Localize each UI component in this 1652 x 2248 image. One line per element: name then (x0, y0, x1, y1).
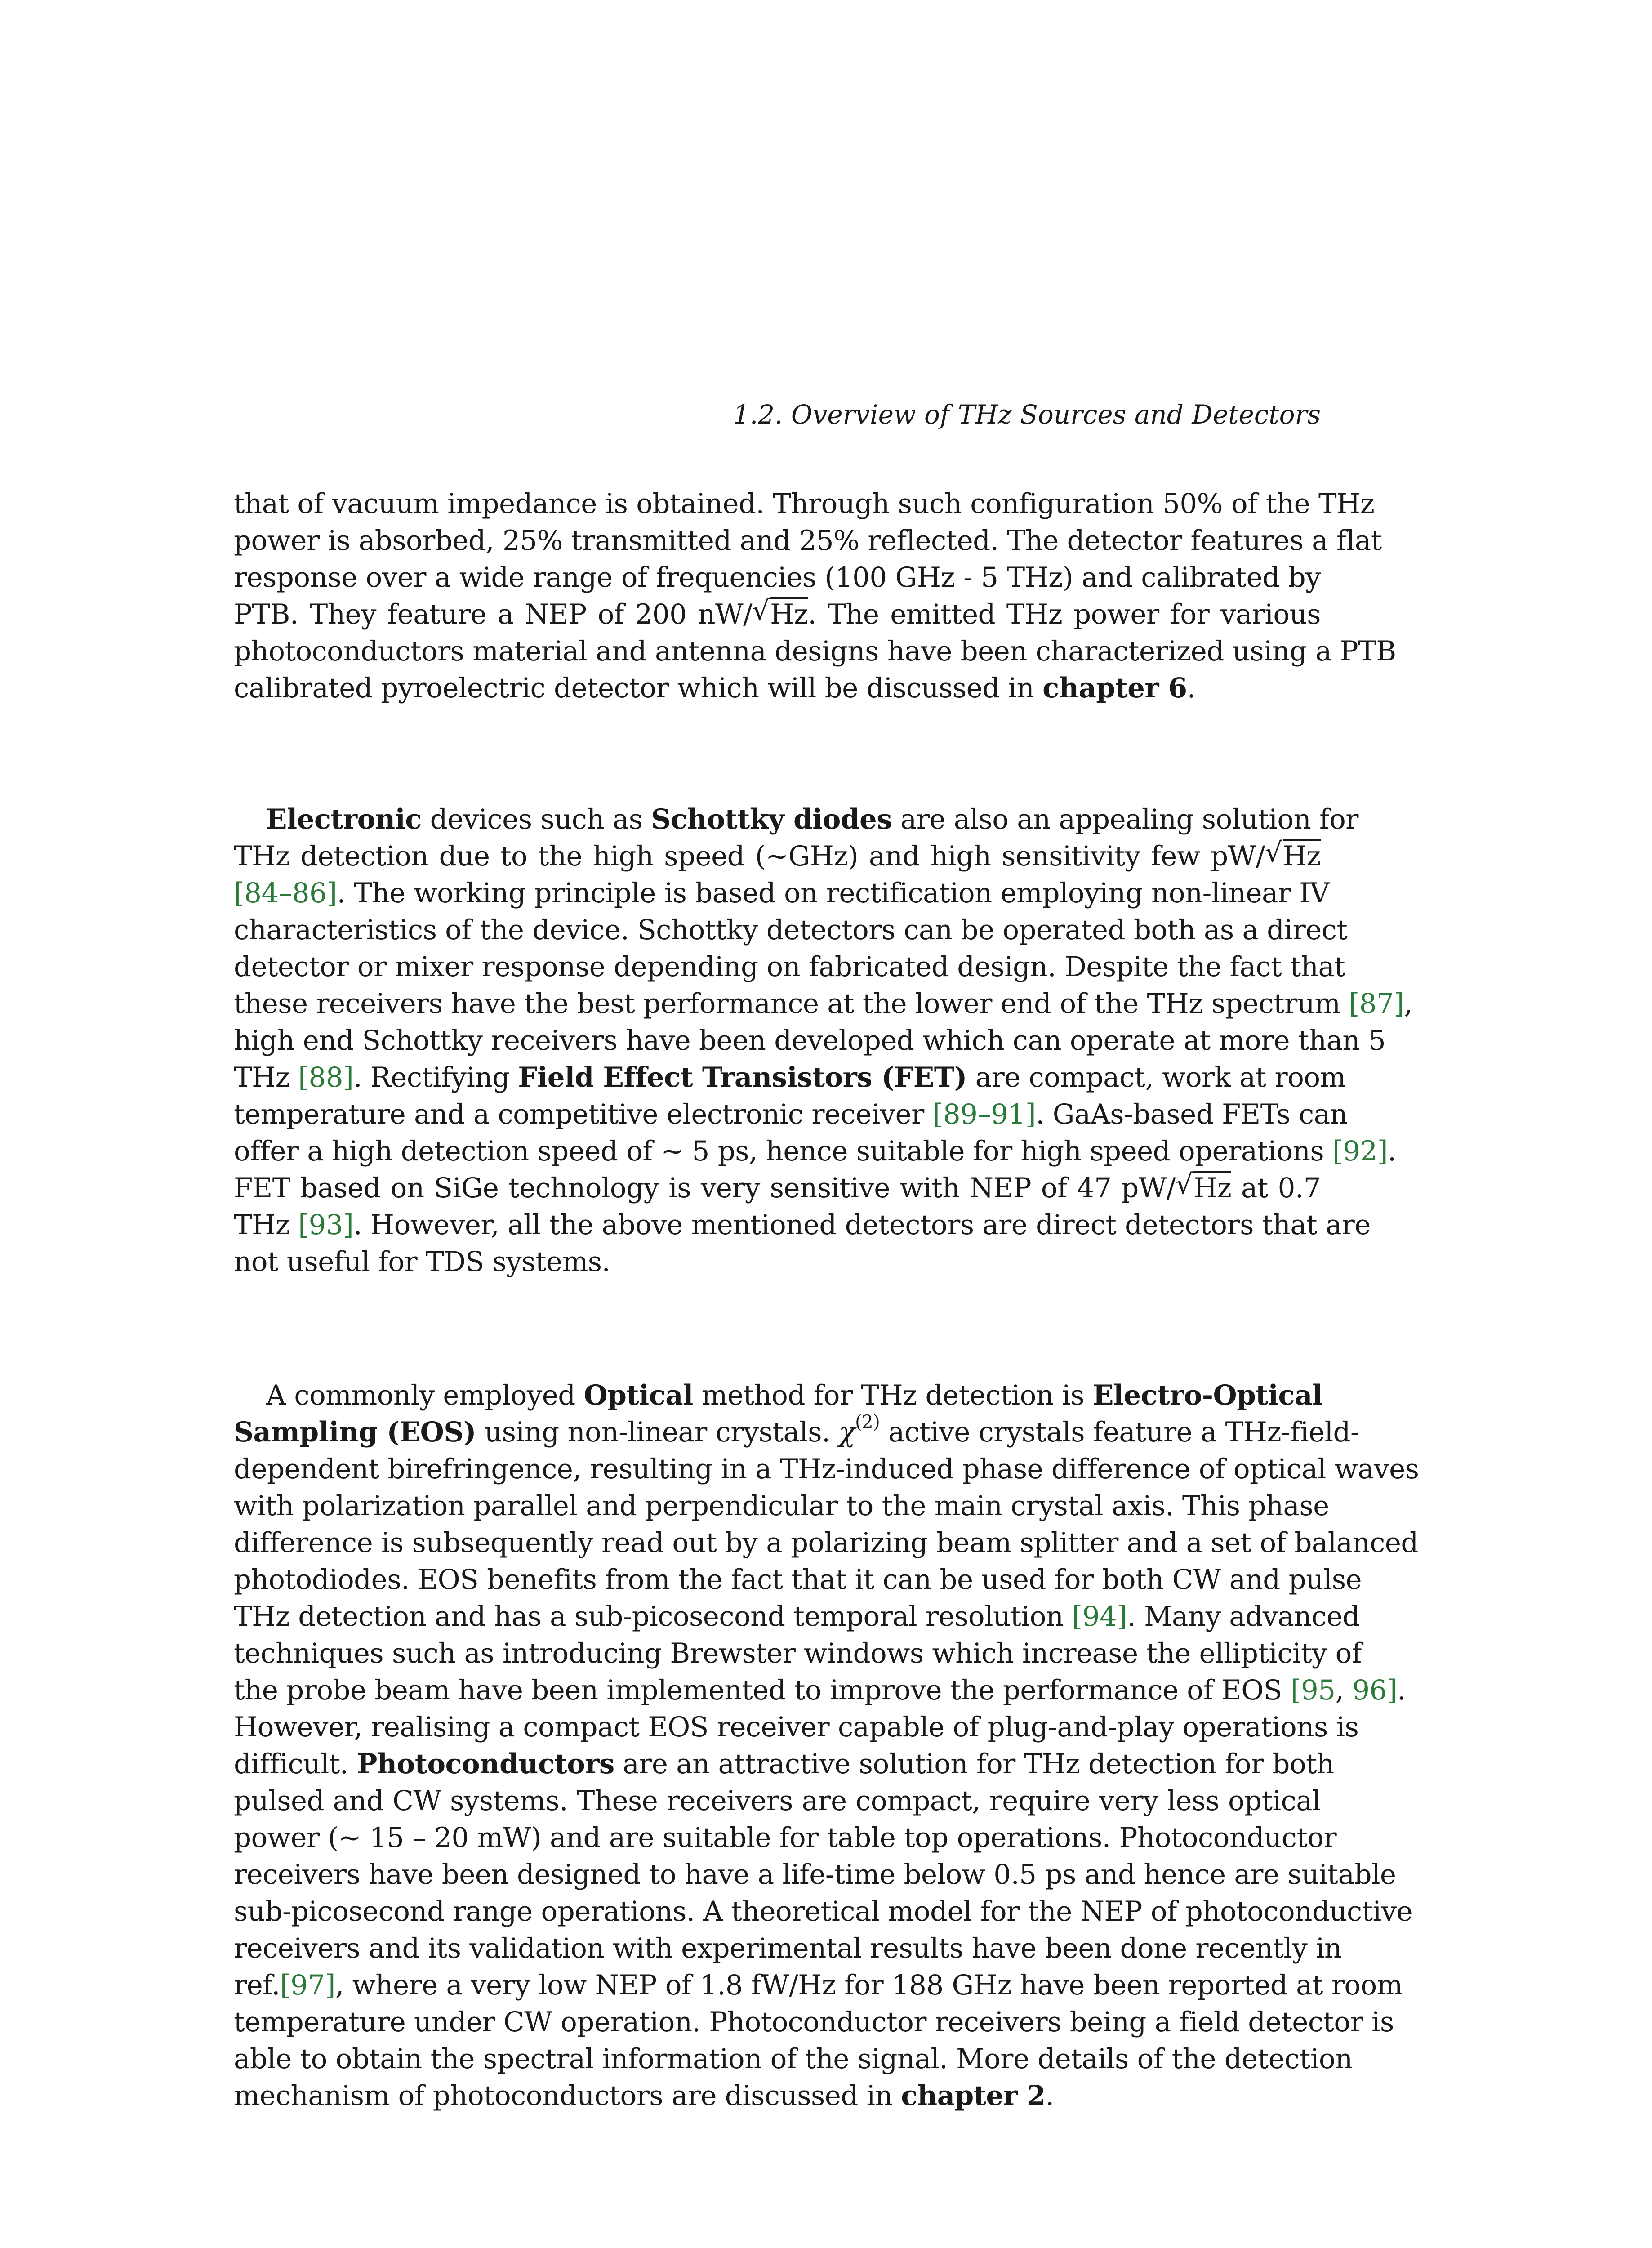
text-line: sub-picosecond range operations. A theoretical model for the NEP of photoconductive (234, 1896, 1413, 1927)
citation-link[interactable]: [89–91] (932, 1098, 1036, 1130)
text-line: these receivers have the best performance at the lower end of the THz spectrum [87], (234, 988, 1413, 1020)
paragraph-2 (234, 801, 1413, 1280)
text-line: response over a wide range of frequencies (100 GHz - 5 THz) and calibrated by (234, 562, 1321, 593)
chapter-reference: chapter 6 (1042, 672, 1187, 704)
text-line: Sampling (EOS) using non-linear crystals. $\chi^{(2)}$ active crystals feature a THz-field- (234, 1412, 1360, 1448)
text-line: techniques such as introducing Brewster windows which increase the ellipticity of (234, 1637, 1362, 1669)
text-line: temperature and a competitive electronic receiver [89–91]. GaAs-based FETs can (234, 1098, 1348, 1130)
chi-symbol: χ (838, 1416, 855, 1448)
citation-link[interactable]: [95 (1290, 1674, 1336, 1706)
text-line: photodiodes. EOS benefits from the fact that it can be used for both CW and pulse (234, 1564, 1362, 1596)
text-line: FET based on SiGe technology is very sensitive with NEP of 47 pW/ √ Hz at 0.7 (234, 1170, 1321, 1207)
text-line: Electronic devices such as Schottky diodes are also an appealing solution for (266, 803, 1358, 835)
text-line: [84–86]. The working principle is based on rectification employing non-linear IV (234, 877, 1330, 909)
text-line: PTB. They feature a NEP of 200 nW/ √ Hz. The emitted THz power for various (234, 596, 1321, 633)
text-line: the probe beam have been implemented to improve the performance of EOS [95, 96]. (234, 1674, 1406, 1706)
text-line: not useful for TDS systems. (234, 1246, 610, 1278)
text-line: mechanism of photoconductors are discussed in chapter 2. (234, 2080, 1054, 2112)
sqrt-symbol: √ Hz (752, 595, 808, 630)
text-line: power is absorbed, 25% transmitted and 25% reflected. The detector features a flat (234, 525, 1382, 557)
text-line: receivers have been designed to have a life-time below 0.5 ps and hence are suitable (234, 1859, 1396, 1891)
paragraph-3 (234, 1377, 1419, 2114)
text-line: photoconductors material and antenna designs have been characterized using a PTB (234, 635, 1396, 667)
text-line: THz [88]. Rectifying Field Effect Transistors (FET) are compact, work at room (234, 1062, 1346, 1093)
text-line: receivers and its validation with experimental results have been done recently in (234, 1932, 1342, 1964)
citation-link[interactable]: [84–86] (234, 877, 337, 909)
text-line: that of vacuum impedance is obtained. Through such configuration 50% of the THz (234, 488, 1375, 520)
running-header: 1.2. Overview of THz Sources and Detectors (733, 399, 1321, 430)
citation-link[interactable]: [87] (1349, 988, 1404, 1020)
text-line: ref.[97], where a very low NEP of 1.8 fW/Hz for 188 GHz have been reported at room (234, 1969, 1403, 2001)
paragraph-1 (234, 486, 1396, 707)
text-line: able to obtain the spectral information of the signal. More details of the detection (234, 2043, 1353, 2075)
text-line: with polarization parallel and perpendicular to the main crystal axis. This phase (234, 1490, 1329, 1522)
text-line: difficult. Photoconductors are an attractive solution for THz detection for both (234, 1748, 1334, 1780)
text-line: calibrated pyroelectric detector which will be discussed in chapter 6. (234, 672, 1196, 704)
text-line: THz detection and has a sub-picosecond temporal resolution [94]. Many advanced (234, 1601, 1360, 1632)
citation-link[interactable]: [92] (1332, 1135, 1388, 1167)
chapter-reference: chapter 2 (901, 2080, 1046, 2112)
text-line: dependent birefringence, resulting in a THz-induced phase difference of optical waves (234, 1453, 1419, 1485)
text-line: high end Schottky receivers have been developed which can operate at more than 5 (234, 1025, 1386, 1057)
text-line: power (~ 15 – 20 mW) and are suitable for table top operations. Photoconductor (234, 1822, 1337, 1854)
citation-link[interactable]: [93] (298, 1209, 354, 1241)
text-line: THz [93]. However, all the above mentioned detectors are direct detectors that are (234, 1209, 1371, 1241)
citation-link[interactable]: 96] (1352, 1674, 1398, 1706)
citation-link[interactable]: [94] (1072, 1601, 1127, 1632)
text-line: pulsed and CW systems. These receivers are compact, require very less optical (234, 1785, 1321, 1817)
text-line: detector or mixer response depending on fabricated design. Despite the fact that (234, 951, 1345, 983)
citation-link[interactable]: [88] (298, 1062, 354, 1093)
text-line: difference is subsequently read out by a polarizing beam splitter and a set of balanced (234, 1527, 1418, 1559)
text-line: temperature under CW operation. Photoconductor receivers being a field detector is (234, 2006, 1394, 2038)
citation-link[interactable]: [97] (280, 1969, 335, 2001)
text-line: A commonly employed Optical method for THz detection is Electro-Optical (266, 1379, 1322, 1411)
text-line: offer a high detection speed of ~ 5 ps, hence suitable for high speed operations [92]. (234, 1135, 1396, 1167)
text-line: However, realising a compact EOS receiver capable of plug-and-play operations is (234, 1711, 1359, 1743)
sqrt-symbol: √ Hz (1175, 1169, 1232, 1204)
text-line: characteristics of the device. Schottky detectors can be operated both as a direct (234, 914, 1348, 946)
sqrt-symbol: √ Hz (1265, 837, 1321, 872)
text-line: THz detection due to the high speed (~GHz) and high sensitivity few pW/ √ Hz (234, 838, 1321, 875)
